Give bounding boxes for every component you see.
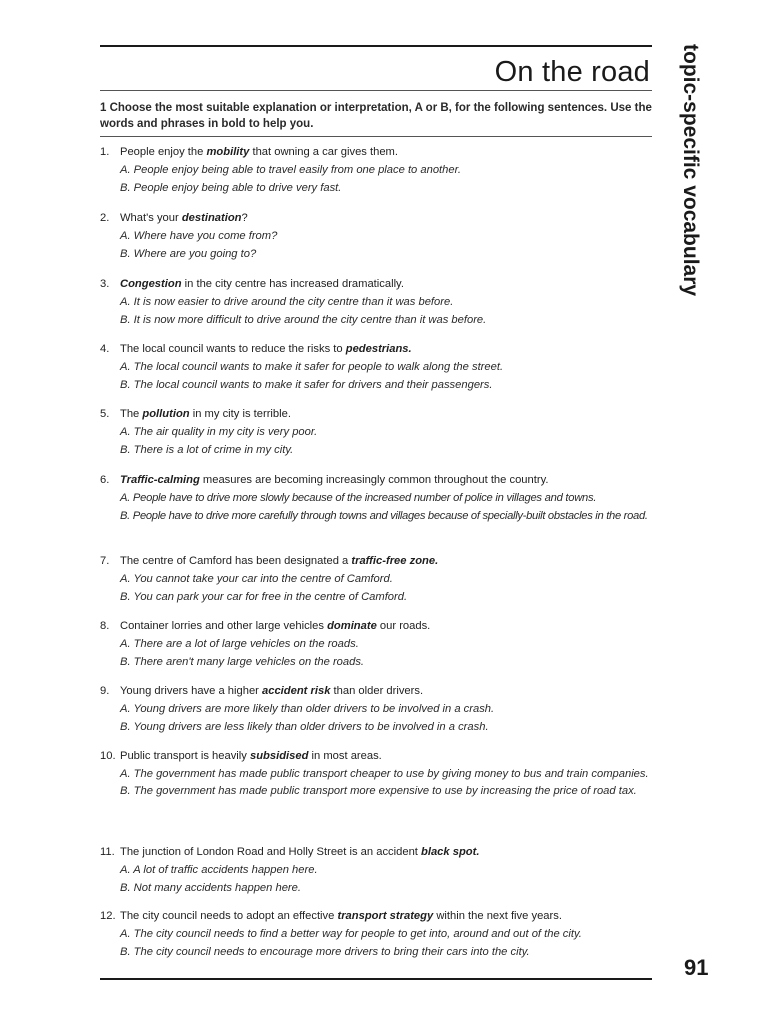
option-a: A. You cannot take your car into the centre of Camford.	[120, 573, 393, 585]
option-b: B. People have to drive more carefully through towns and villages because of specially-built obstacles in the road.	[120, 510, 648, 522]
option-b: B. It is now more difficult to drive around the city centre than it was before.	[120, 314, 487, 326]
option-b: B. Young drivers are less likely than older drivers to be involved in a crash.	[120, 721, 489, 733]
option-a: A. The air quality in my city is very poor.	[120, 426, 318, 438]
question-number: 12.	[100, 910, 116, 922]
stem-text: Public transport is heavily	[120, 750, 250, 762]
side-label-text: topic-specific vocabulary	[679, 44, 702, 297]
question-number: 6.	[100, 474, 110, 486]
key-phrase: subsidised	[249, 750, 309, 762]
stem-text: in the city centre has increased dramatically.	[181, 278, 404, 290]
question-stem	[100, 682, 652, 700]
question-2	[100, 209, 652, 263]
key-phrase: mobility	[206, 146, 250, 158]
option-a: A. It is now easier to drive around the city centre than it was before.	[120, 296, 454, 308]
stem-text: Young drivers have a higher	[120, 685, 263, 697]
option-b: B. There is a lot of crime in my city.	[120, 444, 294, 456]
question-number: 1.	[100, 146, 110, 158]
stem-text: The city council needs to adopt an effective	[120, 910, 338, 922]
instructions: 1 Choose the most suitable explanation or interpretation, A or B, for the following sentences. Use the words and phrases in bold to help you.	[100, 102, 652, 130]
question-stem	[100, 209, 652, 227]
option-a: A. Where have you come from?	[120, 230, 278, 242]
question-number: 11.	[100, 846, 115, 858]
option-b: B. Not many accidents happen here.	[120, 882, 301, 894]
option-a: A. A lot of traffic accidents happen here.	[120, 864, 318, 876]
question-stem	[100, 907, 652, 925]
question-number: 7.	[100, 555, 110, 567]
stem-text: in most areas.	[308, 750, 382, 762]
stem-text: our roads.	[376, 620, 431, 632]
key-phrase: pedestrians.	[345, 343, 412, 355]
question-7	[100, 552, 652, 606]
option-a: A. The government has made public transport cheaper to use by giving money to bus and train companies.	[120, 768, 649, 780]
key-phrase: black spot.	[421, 846, 480, 858]
title-rule	[100, 90, 652, 91]
page-number: 91	[684, 955, 709, 980]
stem-text: ?	[241, 212, 248, 224]
key-phrase: destination	[181, 212, 242, 224]
stem-text: The centre of Camford has been designated a	[120, 555, 352, 567]
question-stem	[100, 552, 652, 570]
option-b: B. The city council needs to encourage more drivers to bring their cars into the city.	[120, 946, 530, 958]
page-title: On the road	[494, 56, 650, 88]
key-phrase: Traffic-calming	[120, 474, 200, 486]
stem-text: Container lorries and other large vehicles	[120, 620, 328, 632]
question-6	[100, 471, 652, 526]
option-b: B. The government has made public transport more expensive to use by increasing the price of road tax.	[120, 785, 637, 797]
question-4	[100, 340, 652, 394]
option-a: A. The city council needs to find a better way for people to get into, around and out of the city.	[120, 928, 582, 940]
question-stem	[100, 405, 652, 423]
key-phrase: traffic-free zone.	[351, 555, 439, 567]
question-stem	[100, 471, 652, 489]
question-5	[100, 405, 652, 459]
option-a: A. People have to drive more slowly because of the increased number of police in villages and towns.	[120, 492, 597, 504]
option-a: A. Young drivers are more likely than older drivers to be involved in a crash.	[120, 703, 495, 715]
instructions-rule	[100, 136, 652, 137]
key-phrase: dominate	[327, 620, 377, 632]
question-stem	[100, 747, 652, 765]
stem-text: People enjoy the	[120, 146, 207, 158]
option-b: B. You can park your car for free in the centre of Camford.	[120, 591, 408, 603]
question-number: 10.	[100, 750, 116, 762]
top-rule	[100, 45, 652, 47]
option-a: A. People enjoy being able to travel easily from one place to another.	[120, 164, 462, 176]
question-8	[100, 617, 652, 671]
option-b: B. People enjoy being able to drive very fast.	[120, 182, 342, 194]
question-1	[100, 143, 652, 197]
bottom-rule	[100, 978, 652, 980]
key-phrase: transport strategy	[337, 910, 434, 922]
stem-text: The	[120, 408, 143, 420]
side-label	[664, 44, 716, 302]
question-9	[100, 682, 652, 736]
option-b: B. There aren't many large vehicles on the roads.	[120, 656, 365, 668]
question-12	[100, 907, 652, 961]
stem-text: than older drivers.	[330, 685, 424, 697]
question-number: 4.	[100, 343, 110, 355]
option-b: B. The local council wants to make it safer for drivers and their passengers.	[120, 379, 493, 391]
question-number: 5.	[100, 408, 110, 420]
question-stem	[100, 617, 652, 635]
stem-text: What's your	[120, 212, 182, 224]
key-phrase: Congestion	[120, 278, 182, 290]
stem-text: in my city is terrible.	[189, 408, 291, 420]
question-stem	[100, 143, 652, 161]
stem-text: measures are becoming increasingly common throughout the country.	[199, 474, 549, 486]
question-stem	[100, 843, 652, 861]
question-11	[100, 843, 652, 897]
option-a: A. The local council wants to make it safer for people to walk along the street.	[120, 361, 504, 373]
question-stem	[100, 340, 652, 358]
key-phrase: pollution	[142, 408, 190, 420]
option-a: A. There are a lot of large vehicles on the roads.	[120, 638, 359, 650]
stem-text: The junction of London Road and Holly Street is an accident	[120, 846, 422, 858]
question-stem	[100, 275, 652, 293]
question-number: 2.	[100, 212, 110, 224]
question-number: 3.	[100, 278, 110, 290]
question-number: 9.	[100, 685, 110, 697]
key-phrase: accident risk	[262, 685, 331, 697]
stem-text: that owning a car gives them.	[249, 146, 398, 158]
stem-text: within the next five years.	[433, 910, 562, 922]
question-3	[100, 275, 652, 329]
stem-text: The local council wants to reduce the risks to	[120, 343, 346, 355]
question-10	[100, 747, 652, 801]
question-number: 8.	[100, 620, 110, 632]
option-b: B. Where are you going to?	[120, 248, 257, 260]
